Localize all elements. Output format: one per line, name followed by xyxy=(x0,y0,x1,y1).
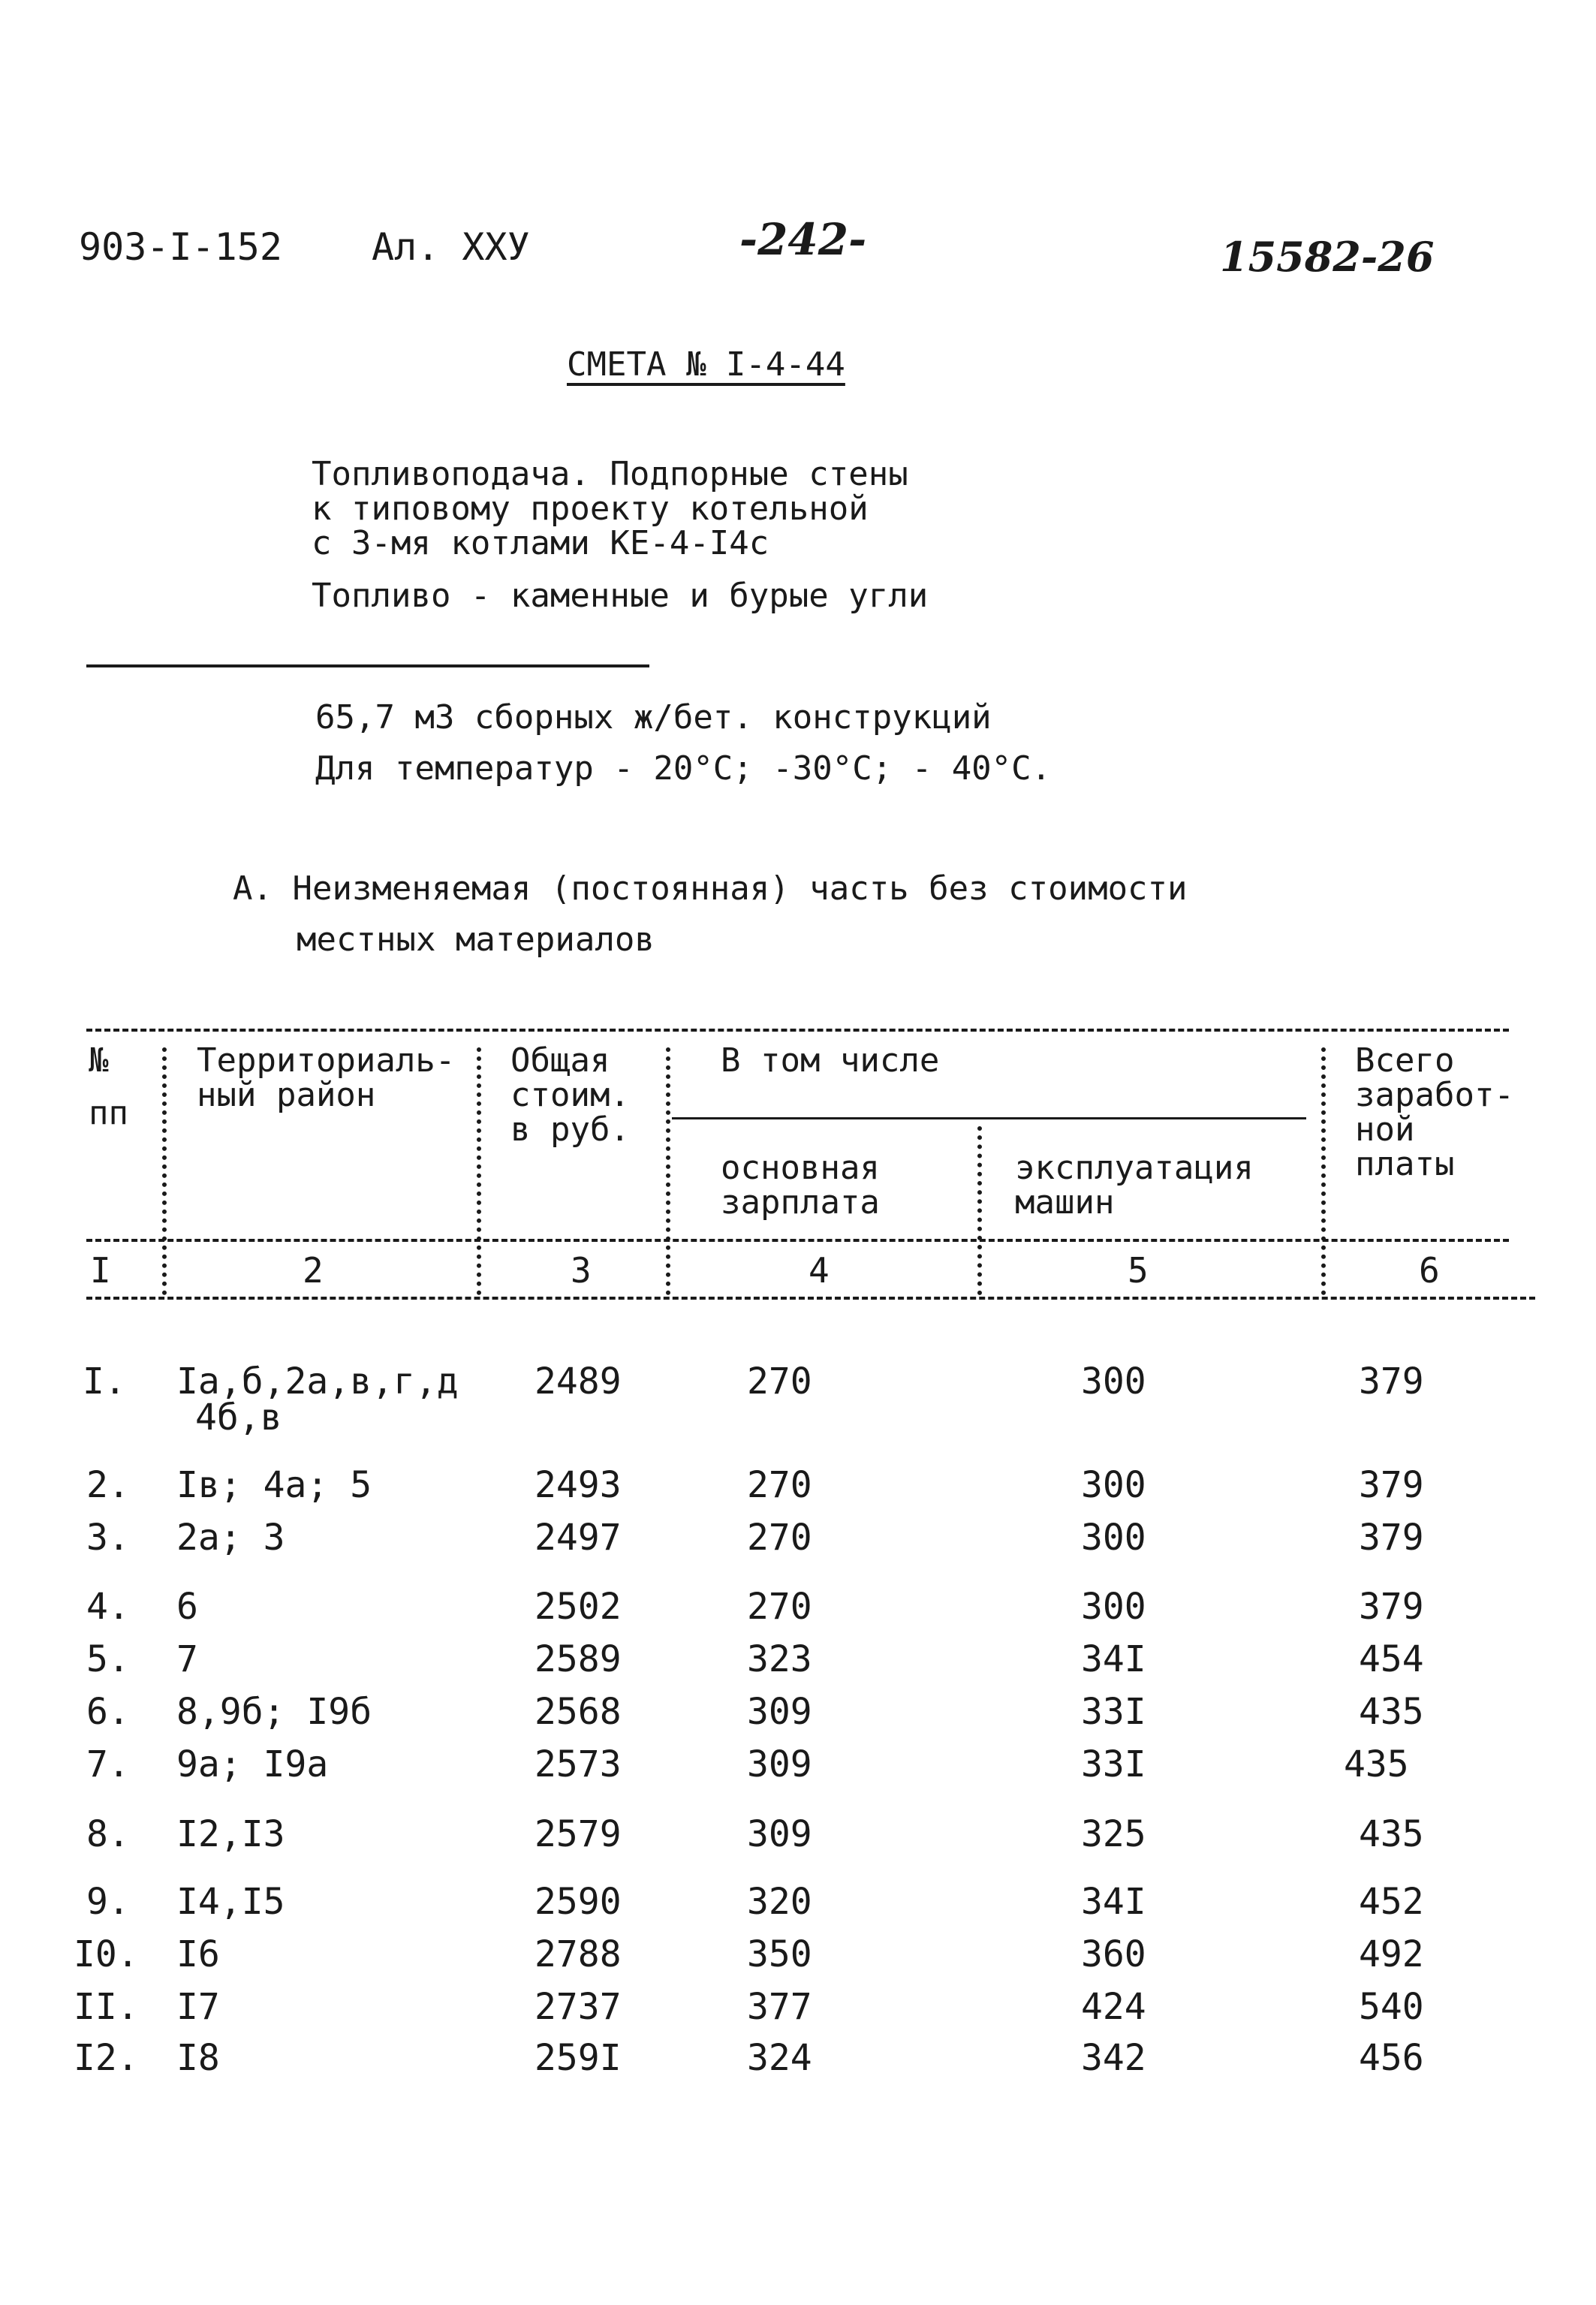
row-number: I0. xyxy=(74,1933,139,1975)
row-salary: 320 xyxy=(747,1881,812,1923)
fuel-description: Топливо - каменные и бурые угли xyxy=(312,577,929,615)
row-number: 5. xyxy=(86,1638,130,1680)
row-region: 8,9б; I9б xyxy=(176,1691,372,1733)
row-total: 2579 xyxy=(535,1813,622,1855)
row-total: 2489 xyxy=(535,1360,622,1403)
row-region-cont: 4б,в xyxy=(195,1397,282,1439)
row-region: 9а; I9а xyxy=(176,1743,329,1785)
header-region: Территориаль- xyxy=(197,1041,456,1080)
row-wages: 435 xyxy=(1359,1813,1424,1855)
header-bottom-border xyxy=(86,1239,1509,1242)
row-machines: 33I xyxy=(1081,1743,1146,1785)
row-wages: 379 xyxy=(1359,1464,1424,1506)
row-machines: 33I xyxy=(1081,1691,1146,1733)
header-no-2: пп xyxy=(89,1094,128,1132)
header-no: № xyxy=(89,1041,109,1080)
volume-spec: 65,7 м3 сборных ж/бет. конструкций xyxy=(315,698,992,737)
row-wages: 454 xyxy=(1359,1638,1424,1680)
row-number: I. xyxy=(83,1360,126,1403)
row-number: 3. xyxy=(86,1517,130,1559)
description-line-3: с 3-мя котлами КЕ-4-I4с xyxy=(312,524,769,562)
row-salary: 270 xyxy=(747,1586,812,1628)
row-region: Iа,б,2а,в,г,д xyxy=(176,1360,459,1403)
row-salary: 323 xyxy=(747,1638,812,1680)
row-number: II. xyxy=(74,1986,139,2028)
row-region: I8 xyxy=(176,2037,220,2079)
header-wages-4: платы xyxy=(1355,1145,1455,1183)
row-machines: 34I xyxy=(1081,1881,1146,1923)
row-total: 259I xyxy=(535,2037,622,2079)
section-heading: А. Неизменяемая (постоянная) часть без стоимости xyxy=(233,869,1188,908)
row-region: I2,I3 xyxy=(176,1813,285,1855)
description-line-1: Топливоподача. Подпорные стены xyxy=(312,455,908,493)
row-region: 2а; 3 xyxy=(176,1517,285,1559)
header-wages-2: заработ- xyxy=(1355,1076,1514,1114)
row-region: I7 xyxy=(176,1986,220,2028)
header-region-2: ный район xyxy=(197,1076,376,1114)
header-machines-2: машин xyxy=(1015,1183,1115,1222)
row-wages: 435 xyxy=(1344,1743,1409,1785)
row-number: 6. xyxy=(86,1691,130,1733)
column-number: 3 xyxy=(571,1250,592,1291)
row-total: 2502 xyxy=(535,1586,622,1628)
section-heading-cont: местных материалов xyxy=(297,920,655,959)
column-separator xyxy=(477,1047,481,1295)
row-machines: 300 xyxy=(1081,1517,1146,1559)
row-number: 7. xyxy=(86,1743,130,1785)
header-salary-2: зарплата xyxy=(721,1183,880,1222)
row-wages: 452 xyxy=(1359,1881,1424,1923)
column-number: I xyxy=(90,1250,111,1291)
row-wages: 379 xyxy=(1359,1517,1424,1559)
document-code: 903-I-152 xyxy=(79,225,282,269)
row-machines: 325 xyxy=(1081,1813,1146,1855)
header-including: В том числе xyxy=(721,1041,940,1080)
row-total: 2568 xyxy=(535,1691,622,1733)
header-machines: эксплуатация xyxy=(1015,1149,1254,1187)
row-total: 2788 xyxy=(535,1933,622,1975)
description-line-2: к типовому проекту котельной xyxy=(312,490,869,528)
row-machines: 424 xyxy=(1081,1986,1146,2028)
row-total: 2573 xyxy=(535,1743,622,1785)
row-total: 2737 xyxy=(535,1986,622,2028)
column-separator xyxy=(977,1126,982,1295)
row-region: Iв; 4а; 5 xyxy=(176,1464,372,1506)
row-salary: 270 xyxy=(747,1360,812,1403)
row-salary: 270 xyxy=(747,1517,812,1559)
row-number: 4. xyxy=(86,1586,130,1628)
row-wages: 379 xyxy=(1359,1360,1424,1403)
row-number: I2. xyxy=(74,2037,139,2079)
column-separator xyxy=(162,1047,167,1295)
row-wages: 435 xyxy=(1359,1691,1424,1733)
column-number: 6 xyxy=(1419,1250,1440,1291)
row-machines: 34I xyxy=(1081,1638,1146,1680)
column-number: 2 xyxy=(303,1250,324,1291)
row-salary: 309 xyxy=(747,1743,812,1785)
row-total: 2589 xyxy=(535,1638,622,1680)
column-separator xyxy=(666,1047,670,1295)
row-salary: 324 xyxy=(747,2037,812,2079)
row-total: 2497 xyxy=(535,1517,622,1559)
row-salary: 270 xyxy=(747,1464,812,1506)
column-numbers-border xyxy=(86,1297,1535,1300)
header-wages-3: ной xyxy=(1355,1110,1415,1149)
row-salary: 377 xyxy=(747,1986,812,2028)
header-total: Общая xyxy=(510,1041,610,1080)
row-region: 7 xyxy=(176,1638,198,1680)
row-wages: 456 xyxy=(1359,2037,1424,2079)
row-machines: 300 xyxy=(1081,1360,1146,1403)
row-machines: 342 xyxy=(1081,2037,1146,2079)
album-number: Ал. XXУ xyxy=(372,225,530,269)
row-number: 2. xyxy=(86,1464,130,1506)
row-machines: 360 xyxy=(1081,1933,1146,1975)
row-region: I6 xyxy=(176,1933,220,1975)
header-total-2: стоим. xyxy=(510,1076,630,1114)
row-machines: 300 xyxy=(1081,1464,1146,1506)
header-wages: Всего xyxy=(1355,1041,1455,1080)
temperature-spec: Для температур - 20°С; -30°С; - 40°С. xyxy=(315,749,1052,788)
row-machines: 300 xyxy=(1081,1586,1146,1628)
header-salary: основная xyxy=(721,1149,880,1187)
sheet-code: 15582-26 xyxy=(1220,233,1435,281)
header-total-3: в руб. xyxy=(510,1110,630,1149)
row-total: 2590 xyxy=(535,1881,622,1923)
column-number: 4 xyxy=(809,1250,830,1291)
estimate-title: СМЕТА № I-4-44 xyxy=(567,345,845,384)
row-total: 2493 xyxy=(535,1464,622,1506)
column-separator xyxy=(1321,1047,1326,1295)
separator-line xyxy=(86,664,649,667)
row-region: I4,I5 xyxy=(176,1881,285,1923)
row-salary: 309 xyxy=(747,1813,812,1855)
table-top-border xyxy=(86,1029,1509,1032)
row-wages: 540 xyxy=(1359,1986,1424,2028)
column-number: 5 xyxy=(1128,1250,1149,1291)
row-salary: 309 xyxy=(747,1691,812,1733)
row-region: 6 xyxy=(176,1586,198,1628)
row-wages: 379 xyxy=(1359,1586,1424,1628)
row-number: 9. xyxy=(86,1881,130,1923)
subheader-rule xyxy=(672,1117,1306,1119)
page-number: -242- xyxy=(739,214,867,265)
row-salary: 350 xyxy=(747,1933,812,1975)
row-number: 8. xyxy=(86,1813,130,1855)
row-wages: 492 xyxy=(1359,1933,1424,1975)
